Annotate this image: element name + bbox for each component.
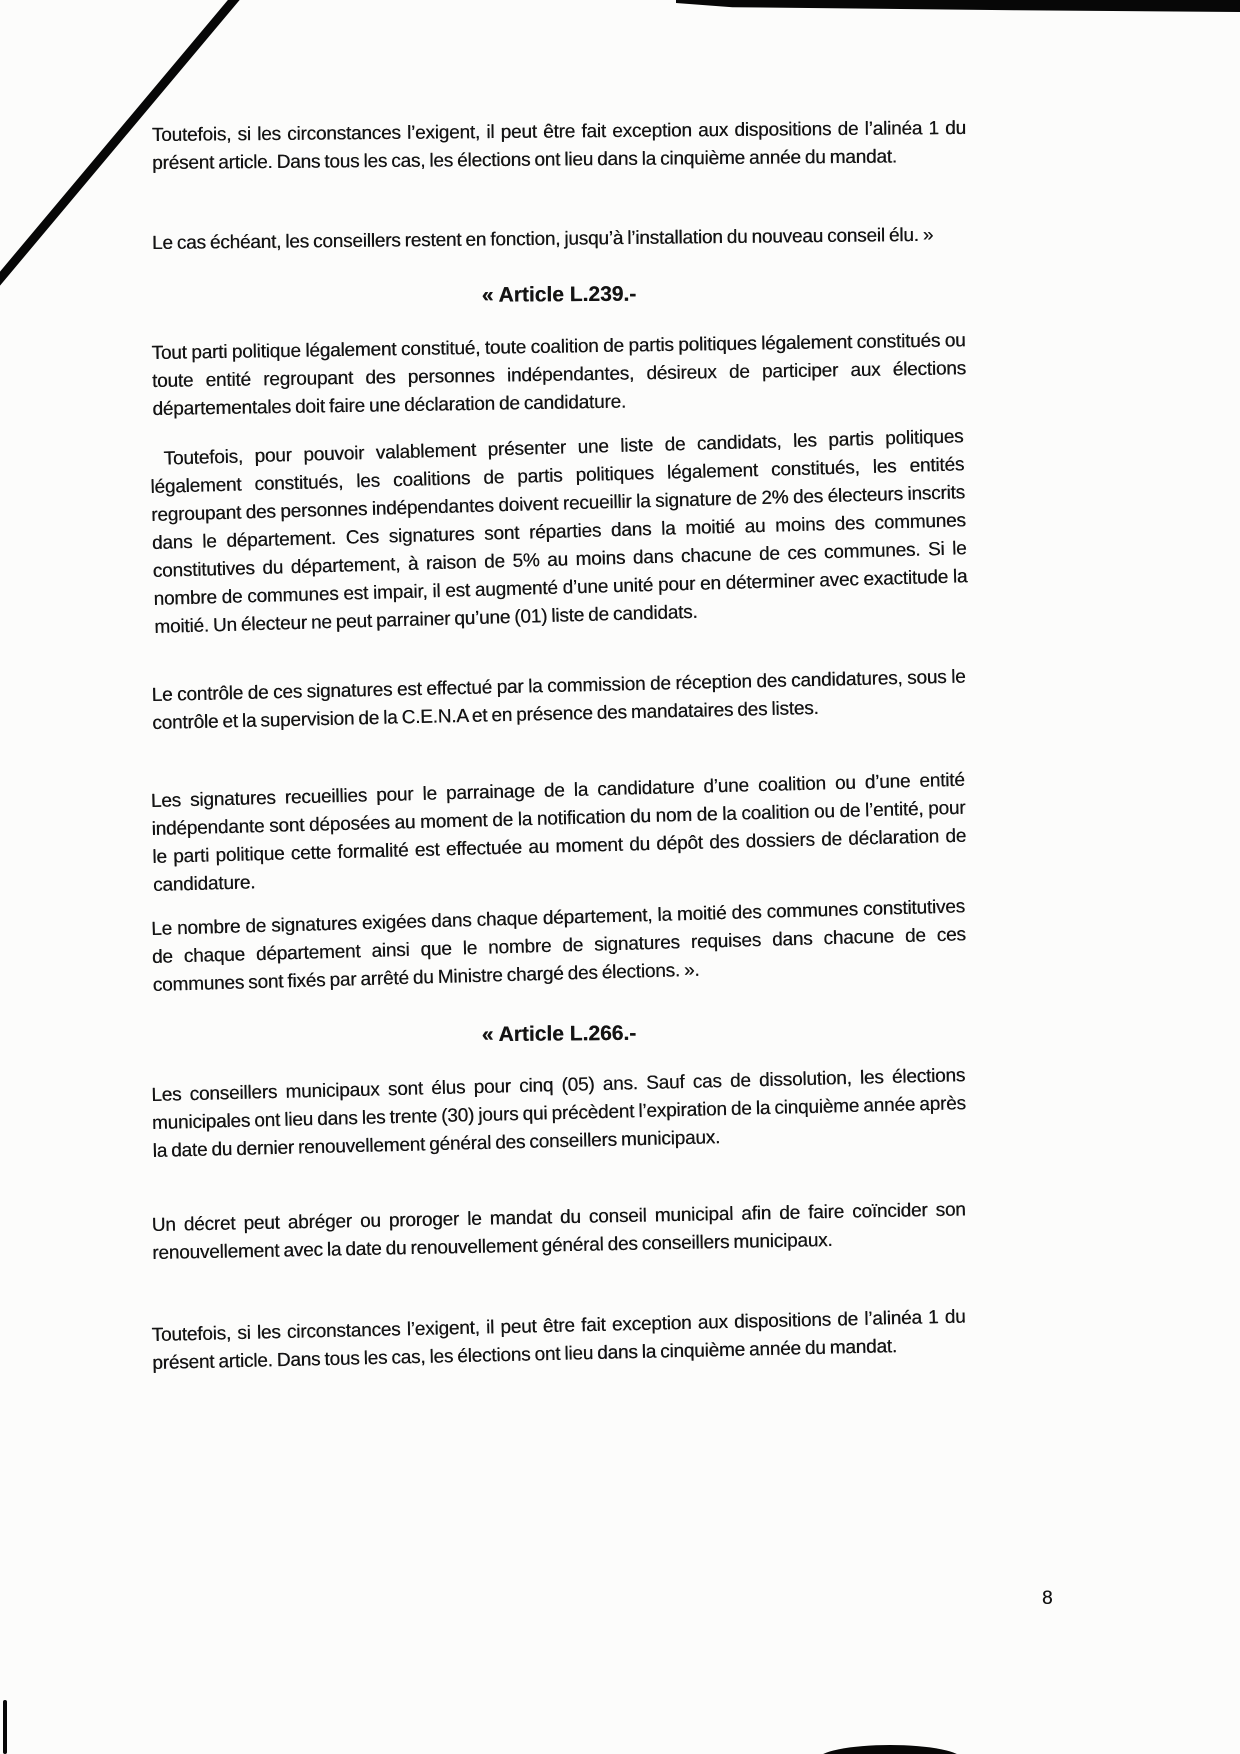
page-number: 8	[1042, 1588, 1053, 1609]
article-l266-heading: « Article L.266.-	[481, 1021, 637, 1047]
paragraph-arrete-ministre: Le nombre de signatures exigées dans chaque département, la moitié des communes constitutives de chaque département ainsi que le nombre de signatures requises dans chacune de ces communes sont fixés par arrêté du Ministre chargé des élections. ».	[150, 896, 966, 996]
paragraph-exception-dispositions: Toutefois, si les circonstances l’exigent, il peut être fait exception aux dispositions de l’alinéa 1 du présent article. Dans tous les cas, les élections ont lieu dans la cinquième année du mandat.	[151, 117, 966, 174]
paragraph-controle-signatures: Le contrôle de ces signatures est effectué par la commission de réception des candidatures, sous le contrôle et la supervision de la C.E.N.A et en présence des mandataires des listes.	[151, 666, 966, 734]
paragraph-mandat-conseillers-municipaux: Les conseillers municipaux sont élus pour cinq (05) ans. Sauf cas de dissolution, les élections municipales ont lieu dans les trente (30) jours qui précèdent l’expiration de la cinquième année après la date du dernier renouvellement général des conseillers municipaux.	[151, 1065, 967, 1162]
paragraph-parrainage-signatures: Toutefois, pour pouvoir valablement présenter une liste de candidats, les partis politiques légalement constitués, les coalitions de partis politiques légalement constitués, les entités regroupant des personnes indépendantes doivent recueillir la signature de 2% des électeurs inscrits dans le département. Ces signatures sont réparties dans la moitié au moins des communes constitutives du département, à raison de 5% au moins dans chacune de ces communes. Si le nombre de communes est impair, il est augmenté d’une unité pour en déterminer avec exactitude la moitié. Un électeur ne peut parrainer qu’une (01) liste de candidats.	[150, 426, 968, 638]
paragraph-declaration-candidature: Tout parti politique légalement constitué, toute coalition de partis politiques légalement constitués ou toute entité regroupant des personnes indépendantes, désireux de participer aux élections départementales doit faire une déclaration de candidature.	[151, 330, 967, 420]
paragraph-conseillers-restent-fonction: Le cas échéant, les conseillers restent en fonction, jusqu’à l’installation du nouveau conseil élu. »	[151, 224, 934, 254]
scan-artifact-top-edge-bar	[676, 0, 1240, 12]
paragraph-depot-signatures: Les signatures recueillies pour le parrainage de la candidature d’une coalition ou d’une entité indépendante sont déposées au moment de la notification du nom de la coalition ou de l’entité, pour le parti politique cette formalité est effectuée au moment du dépôt des dossiers de déclaration de candidature.	[150, 769, 967, 896]
paragraph-decret-prorogation: Un décret peut abréger ou proroger le mandat du conseil municipal afin de faire coïncider son renouvellement avec la date du renouvellement général des conseillers municipaux.	[151, 1199, 966, 1264]
scan-artifact-left-edge-mark	[3, 1700, 7, 1754]
article-l239-heading: « Article L.239.-	[481, 282, 637, 307]
paragraph-exception-dispositions-2: Toutefois, si les circonstances l’exigent, il peut être fait exception aux dispositions de l’alinéa 1 du présent article. Dans tous les cas, les élections ont lieu dans la cinquième année du mandat.	[151, 1306, 966, 1374]
scan-artifact-bottom-edge-bar	[818, 1745, 962, 1754]
